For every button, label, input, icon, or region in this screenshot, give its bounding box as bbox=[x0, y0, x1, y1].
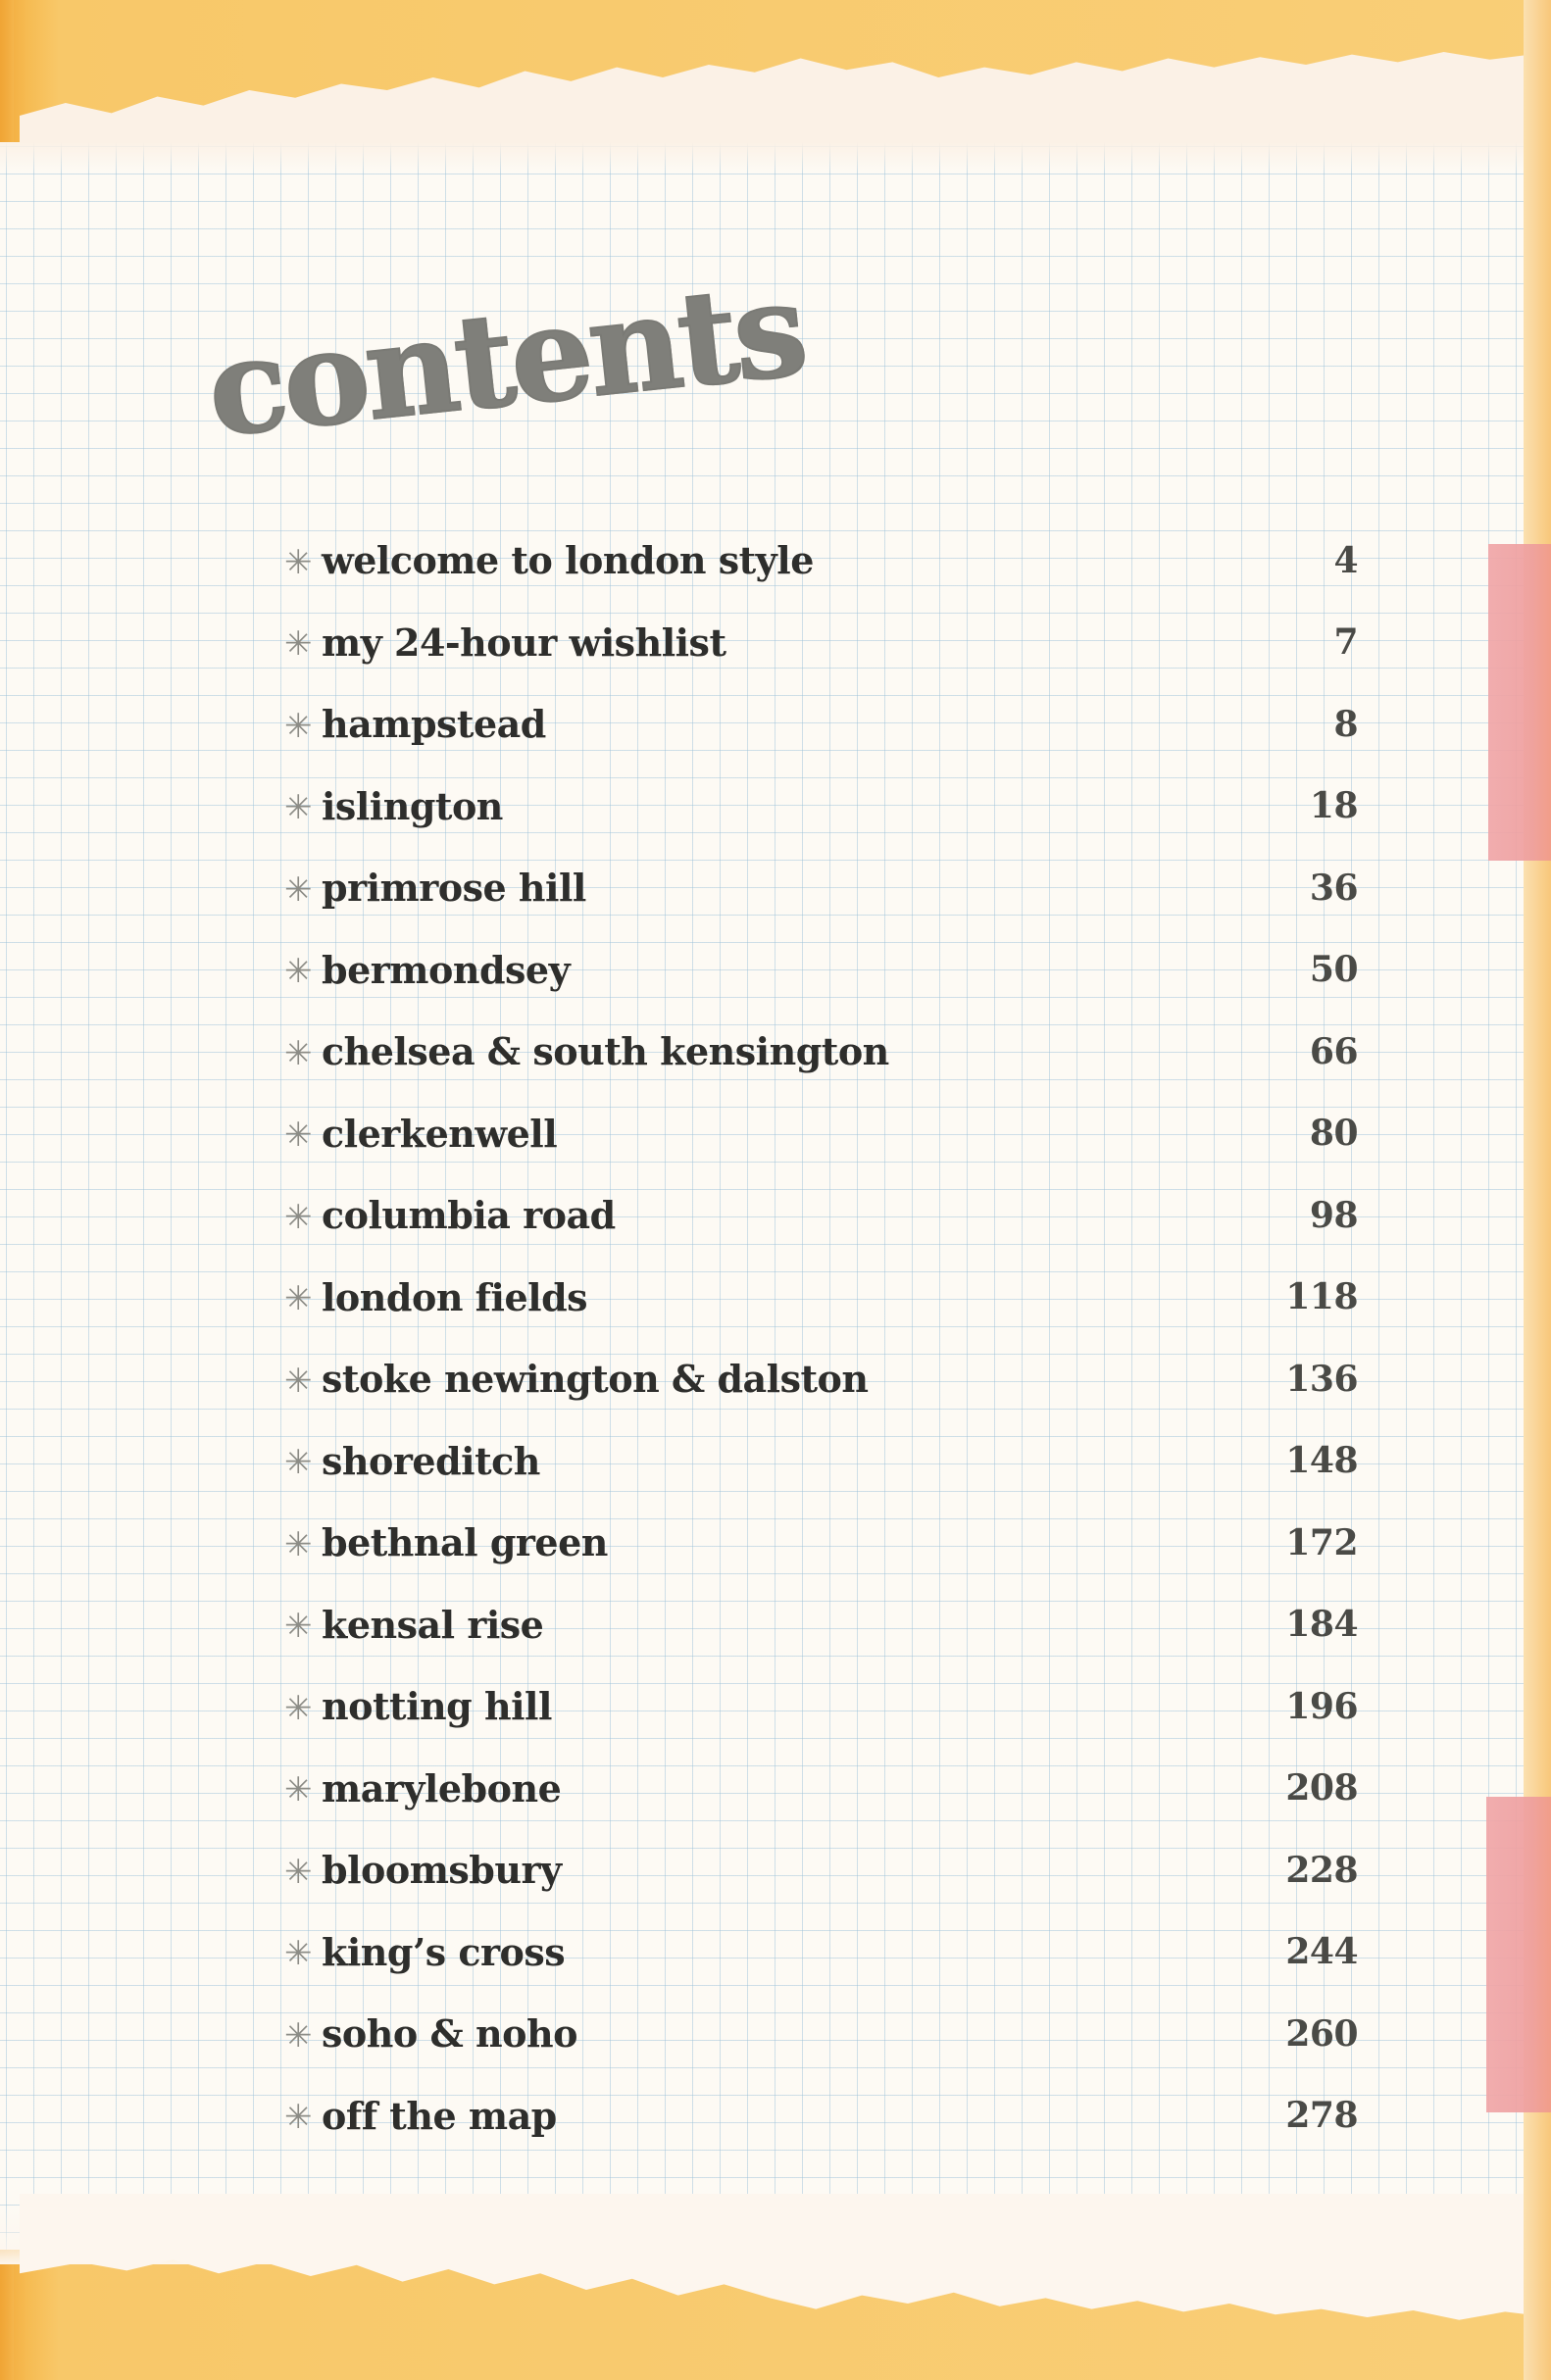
toc-entry-page-number: 50 bbox=[1309, 949, 1358, 991]
toc-entry-label: bloomsbury bbox=[322, 1848, 562, 1893]
toc-entry-page-number: 18 bbox=[1309, 785, 1358, 827]
toc-entry-page-number: 208 bbox=[1285, 1767, 1358, 1810]
toc-entry-label: soho & noho bbox=[322, 2011, 577, 2057]
asterisk-bullet-icon: ✳ bbox=[284, 869, 313, 910]
toc-entry-page-number: 118 bbox=[1285, 1276, 1358, 1318]
toc-entry-page-number: 278 bbox=[1285, 2095, 1358, 2137]
toc-entry-page-number: 98 bbox=[1309, 1194, 1358, 1236]
asterisk-bullet-icon: ✳ bbox=[284, 706, 313, 746]
toc-entry-page-number: 184 bbox=[1285, 1604, 1358, 1646]
pink-section-tab-bottom bbox=[1486, 1797, 1551, 2112]
toc-entry-label: bethnal green bbox=[322, 1520, 608, 1565]
toc-entry-page-number: 260 bbox=[1285, 2012, 1358, 2055]
asterisk-bullet-icon: ✳ bbox=[284, 1361, 313, 1401]
toc-entry-label: notting hill bbox=[322, 1684, 552, 1729]
toc-entry-page-number: 36 bbox=[1309, 867, 1358, 909]
toc-entry-label: welcome to london style bbox=[322, 538, 814, 583]
toc-entry-wishlist[interactable] bbox=[284, 602, 1358, 684]
asterisk-bullet-icon: ✳ bbox=[284, 952, 313, 992]
asterisk-bullet-icon: ✳ bbox=[284, 1116, 313, 1156]
toc-entry-stoke-newington[interactable] bbox=[284, 1338, 1358, 1420]
toc-entry-off-the-map[interactable] bbox=[284, 2075, 1358, 2157]
toc-entry-kings-cross[interactable] bbox=[284, 1911, 1358, 1994]
toc-entry-label: stoke newington & dalston bbox=[322, 1357, 869, 1402]
sheet-bottom-fade bbox=[0, 2206, 1525, 2264]
asterisk-bullet-icon: ✳ bbox=[284, 624, 313, 665]
toc-entry-clerkenwell[interactable] bbox=[284, 1093, 1358, 1175]
toc-entry-label: shoreditch bbox=[322, 1438, 540, 1483]
toc-entry-notting-hill[interactable] bbox=[284, 1665, 1358, 1748]
sheet-top-fade bbox=[0, 142, 1525, 172]
asterisk-bullet-icon: ✳ bbox=[284, 2015, 313, 2056]
asterisk-bullet-icon: ✳ bbox=[284, 542, 313, 582]
asterisk-bullet-icon: ✳ bbox=[284, 1524, 313, 1564]
toc-entry-page-number: 8 bbox=[1333, 703, 1358, 745]
asterisk-bullet-icon: ✳ bbox=[284, 788, 313, 828]
toc-entry-page-number: 172 bbox=[1285, 1521, 1358, 1563]
asterisk-bullet-icon: ✳ bbox=[284, 1279, 313, 1319]
asterisk-bullet-icon: ✳ bbox=[284, 2098, 313, 2138]
toc-entry-page-number: 196 bbox=[1285, 1685, 1358, 1727]
toc-entry-marylebone[interactable] bbox=[284, 1748, 1358, 1830]
toc-entry-page-number: 66 bbox=[1309, 1030, 1358, 1072]
toc-entry-page-number: 244 bbox=[1285, 1931, 1358, 1973]
asterisk-bullet-icon: ✳ bbox=[284, 1934, 313, 1974]
toc-entry-label: columbia road bbox=[322, 1193, 616, 1238]
page-title: contents bbox=[200, 253, 811, 468]
toc-entry-page-number: 80 bbox=[1309, 1113, 1358, 1155]
toc-entry-islington[interactable] bbox=[284, 766, 1358, 848]
toc-entry-bermondsey[interactable] bbox=[284, 929, 1358, 1012]
toc-entry-bloomsbury[interactable] bbox=[284, 1829, 1358, 1911]
toc-entry-columbia-road[interactable] bbox=[284, 1174, 1358, 1257]
toc-entry-label: kensal rise bbox=[322, 1602, 544, 1647]
toc-entry-hampstead[interactable] bbox=[284, 683, 1358, 766]
toc-entry-label: london fields bbox=[322, 1274, 588, 1319]
pink-section-tab-top bbox=[1488, 544, 1551, 861]
toc-entry-welcome[interactable] bbox=[284, 520, 1358, 602]
asterisk-bullet-icon: ✳ bbox=[284, 1607, 313, 1647]
toc-entry-page-number: 148 bbox=[1285, 1440, 1358, 1482]
toc-entry-page-number: 136 bbox=[1285, 1358, 1358, 1400]
asterisk-bullet-icon: ✳ bbox=[284, 1770, 313, 1810]
asterisk-bullet-icon: ✳ bbox=[284, 1688, 313, 1728]
table-of-contents bbox=[284, 520, 1358, 2157]
asterisk-bullet-icon: ✳ bbox=[284, 1852, 313, 1892]
asterisk-bullet-icon: ✳ bbox=[284, 1033, 313, 1073]
toc-entry-page-number: 4 bbox=[1333, 539, 1358, 581]
toc-entry-label: bermondsey bbox=[322, 947, 571, 992]
toc-entry-label: king’s cross bbox=[322, 1929, 566, 1974]
toc-entry-soho-noho[interactable] bbox=[284, 1993, 1358, 2075]
toc-entry-label: off the map bbox=[322, 2093, 557, 2138]
toc-entry-page-number: 7 bbox=[1333, 621, 1358, 664]
toc-entry-label: chelsea & south kensington bbox=[322, 1029, 889, 1074]
toc-entry-label: clerkenwell bbox=[322, 1111, 558, 1156]
toc-entry-chelsea[interactable] bbox=[284, 1011, 1358, 1093]
toc-entry-london-fields[interactable] bbox=[284, 1257, 1358, 1339]
toc-entry-page-number: 228 bbox=[1285, 1849, 1358, 1891]
toc-entry-bethnal-green[interactable] bbox=[284, 1502, 1358, 1584]
asterisk-bullet-icon: ✳ bbox=[284, 1197, 313, 1237]
toc-entry-label: primrose hill bbox=[322, 866, 586, 911]
toc-entry-label: marylebone bbox=[322, 1765, 562, 1810]
asterisk-bullet-icon: ✳ bbox=[284, 1443, 313, 1483]
toc-entry-shoreditch[interactable] bbox=[284, 1420, 1358, 1503]
toc-entry-kensal-rise[interactable] bbox=[284, 1584, 1358, 1666]
toc-entry-primrose-hill[interactable] bbox=[284, 847, 1358, 929]
toc-entry-label: my 24-hour wishlist bbox=[322, 620, 726, 665]
toc-entry-label: hampstead bbox=[322, 702, 546, 747]
toc-entry-label: islington bbox=[322, 783, 503, 828]
